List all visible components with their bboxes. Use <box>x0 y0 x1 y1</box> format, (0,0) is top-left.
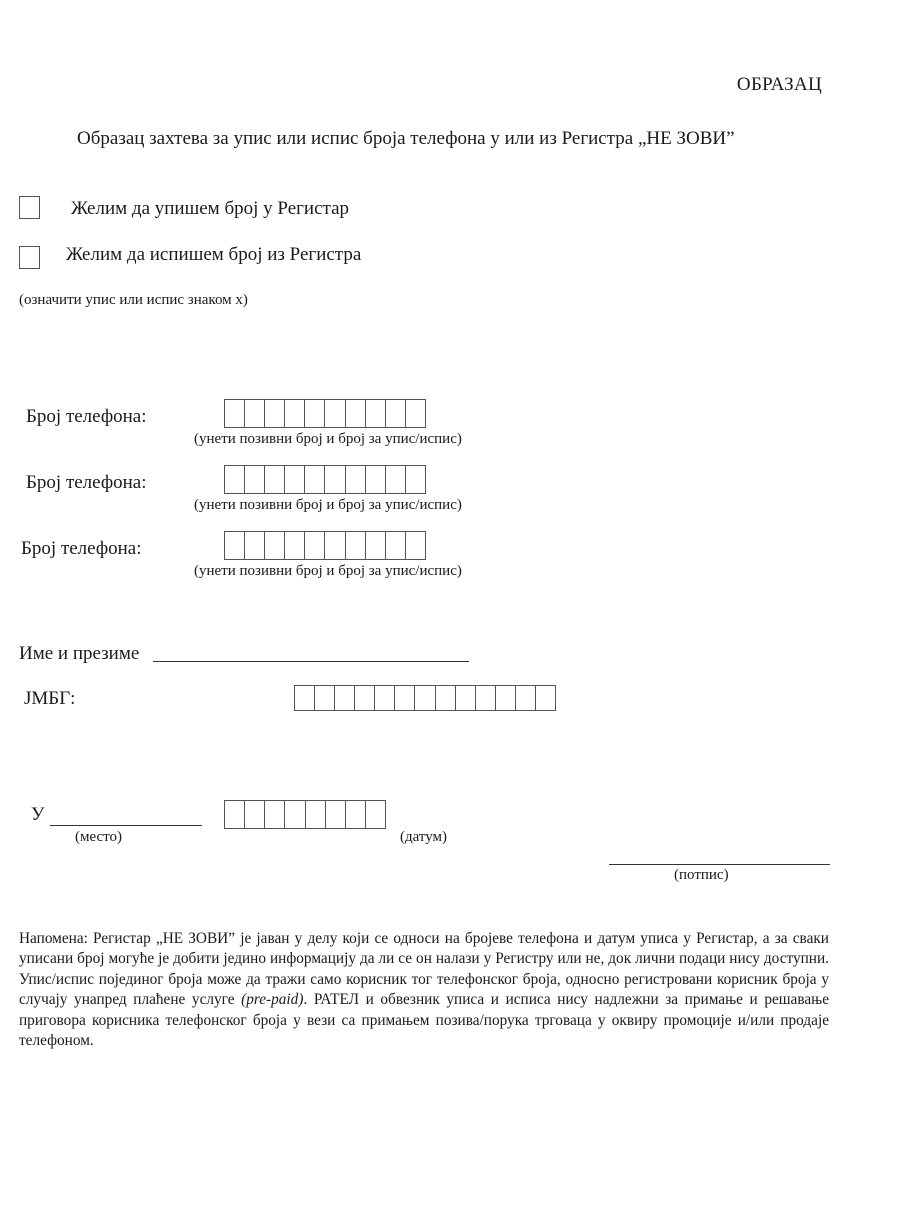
digit-cell[interactable] <box>476 686 496 710</box>
digit-cell[interactable] <box>325 466 345 493</box>
note-text-1: Напомена: Регистар „НЕ ЗОВИ” је јаван у делу који се односи на бројеве телефона и датум уписа у Регистар, а за сваки уписани број могуће је добити једино информацију да ли се он налази у Регистру или не, док лични подаци нису доступни. Упис/испис појединог броја може да тражи само корисник тог телефонског броја, односно регистровани корисник броја у случају унапред плаћене услуге <box>19 930 829 1009</box>
note-prepaid: (pre-paid) <box>241 991 304 1009</box>
digit-cell[interactable] <box>305 400 325 427</box>
digit-cell[interactable] <box>305 466 325 493</box>
digit-cell[interactable] <box>315 686 335 710</box>
digit-cell[interactable] <box>496 686 516 710</box>
digit-cell[interactable] <box>516 686 536 710</box>
digit-cell[interactable] <box>306 801 326 828</box>
digit-cell[interactable] <box>225 466 245 493</box>
digit-cell[interactable] <box>265 466 285 493</box>
digit-cell[interactable] <box>406 466 425 493</box>
digit-cell[interactable] <box>346 801 366 828</box>
register-checkbox[interactable] <box>19 196 40 219</box>
jmbg-input[interactable] <box>294 685 556 711</box>
digit-cell[interactable] <box>245 532 265 559</box>
register-option-label: Желим да упишем број у Регистар <box>71 198 349 219</box>
digit-cell[interactable] <box>406 400 425 427</box>
note-text-2: . РАТЕЛ и обвезник уписа и исписа нису надлежни за примање и решавање приговора корисника телефонског броја у вези са примањем позива/порука трговаца у оквиру промоције и/или продаје телефоном. <box>19 991 829 1050</box>
digit-cell[interactable] <box>225 532 245 559</box>
digit-cell[interactable] <box>346 466 366 493</box>
digit-cell[interactable] <box>366 400 386 427</box>
phone-hint-1: (унети позивни број и број за упис/испис) <box>194 431 462 447</box>
digit-cell[interactable] <box>225 400 245 427</box>
digit-cell[interactable] <box>366 532 386 559</box>
phone-input-1[interactable] <box>224 399 426 428</box>
digit-cell[interactable] <box>536 686 555 710</box>
digit-cell[interactable] <box>346 532 366 559</box>
digit-cell[interactable] <box>245 801 265 828</box>
form-label: ОБРАЗАЦ <box>736 74 822 95</box>
digit-cell[interactable] <box>326 801 346 828</box>
signature-line[interactable] <box>609 864 830 865</box>
digit-cell[interactable] <box>325 532 345 559</box>
digit-cell[interactable] <box>366 466 386 493</box>
digit-cell[interactable] <box>386 466 406 493</box>
digit-cell[interactable] <box>225 801 245 828</box>
phone-label-3: Број телефона: <box>21 538 142 559</box>
jmbg-label: ЈМБГ: <box>24 688 76 709</box>
digit-cell[interactable] <box>415 686 435 710</box>
digit-cell[interactable] <box>355 686 375 710</box>
note-paragraph <box>19 929 829 1051</box>
phone-label-1: Број телефона: <box>26 406 147 427</box>
date-input[interactable] <box>224 800 386 829</box>
digit-cell[interactable] <box>285 801 305 828</box>
unregister-option-label: Желим да испишем број из Регистра <box>66 244 362 265</box>
option-instruction: (означити упис или испис знаком x) <box>19 292 248 308</box>
digit-cell[interactable] <box>325 400 345 427</box>
digit-cell[interactable] <box>265 532 285 559</box>
digit-cell[interactable] <box>436 686 456 710</box>
unregister-checkbox[interactable] <box>19 246 40 269</box>
place-prefix: У <box>31 804 45 825</box>
page-title: Образац захтева за упис или испис броја телефона у или из Регистра „НЕ ЗОВИ” <box>77 128 735 149</box>
place-hint: (место) <box>75 829 123 845</box>
digit-cell[interactable] <box>456 686 476 710</box>
digit-cell[interactable] <box>245 400 265 427</box>
digit-cell[interactable] <box>285 466 305 493</box>
name-label: Име и презиме <box>19 643 140 664</box>
digit-cell[interactable] <box>386 532 406 559</box>
digit-cell[interactable] <box>335 686 355 710</box>
digit-cell[interactable] <box>285 532 305 559</box>
phone-input-3[interactable] <box>224 531 426 560</box>
digit-cell[interactable] <box>245 466 265 493</box>
phone-hint-3: (унети позивни број и број за упис/испис) <box>194 563 462 579</box>
digit-cell[interactable] <box>346 400 366 427</box>
phone-label-2: Број телефона: <box>26 472 147 493</box>
digit-cell[interactable] <box>305 532 325 559</box>
signature-hint: (потпис) <box>674 867 729 883</box>
digit-cell[interactable] <box>285 400 305 427</box>
digit-cell[interactable] <box>395 686 415 710</box>
name-input-line[interactable] <box>153 661 469 662</box>
place-input-line[interactable] <box>50 825 202 826</box>
digit-cell[interactable] <box>386 400 406 427</box>
digit-cell[interactable] <box>295 686 315 710</box>
digit-cell[interactable] <box>265 801 285 828</box>
digit-cell[interactable] <box>375 686 395 710</box>
date-hint: (датум) <box>400 829 448 845</box>
phone-hint-2: (унети позивни број и број за упис/испис) <box>194 497 462 513</box>
digit-cell[interactable] <box>366 801 385 828</box>
digit-cell[interactable] <box>265 400 285 427</box>
phone-input-2[interactable] <box>224 465 426 494</box>
digit-cell[interactable] <box>406 532 425 559</box>
